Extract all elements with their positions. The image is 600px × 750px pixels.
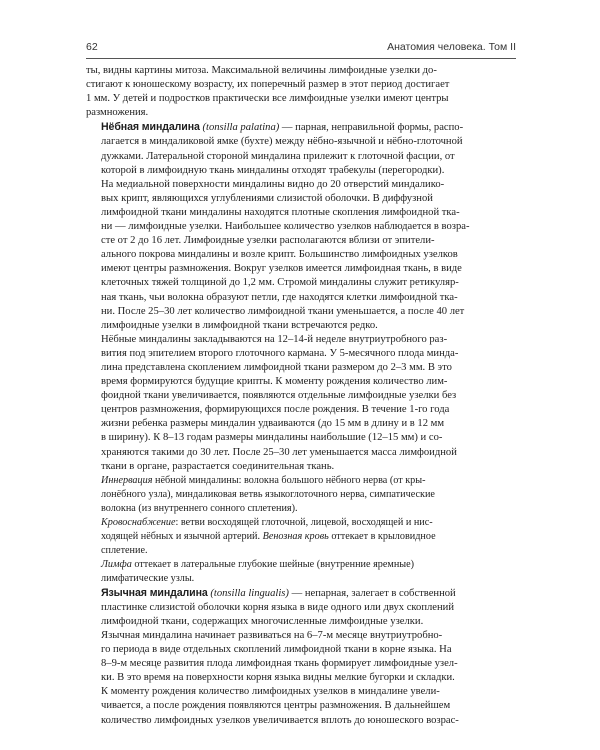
text-line: Лимфа оттекает в латеральные глубокие шейные (внутренние яремные) xyxy=(101,558,415,570)
text-line: вития под эпителием второго глоточного кармана. У 5-месячного плода минда- xyxy=(101,347,459,359)
text-line: К моменту рождения количество лимфоидных узелков в миндалине увели- xyxy=(101,686,440,698)
text-line: жизни ребенка размеры миндалин удваиваются (до 15 мм в длину и в 12 мм xyxy=(101,418,445,430)
text-line: го периода в виде отдельных скоплений лимфоидной ткани в корне языка. На xyxy=(101,644,452,656)
text-line: время формируются будущие крипты. К моменту рождения количество лим- xyxy=(101,376,448,388)
text-line: ткани в органе, разрастается соединительная ткань. xyxy=(101,460,335,472)
lead-lymph: Лимфа xyxy=(101,558,132,570)
text-line: размножения. xyxy=(86,107,149,119)
running-title: Анатомия человека. Том II xyxy=(387,41,516,53)
paragraph-3 xyxy=(86,178,516,333)
text-line: лина представлена скоплением лимфоидной ткани размером до 2–3 мм. В это xyxy=(101,361,452,373)
paragraph-1 xyxy=(86,64,516,120)
text-line: ная ткань, чьи волокна образуют петли, где находятся клетки лимфоидной тка- xyxy=(101,291,458,303)
paragraph-lingual-tonsil xyxy=(86,586,516,629)
text-line: фоидной ткани увеличивается, появляются отдельные лимфоидные узелки без xyxy=(101,390,457,402)
text-line: пластинке слизистой оболочки корня языка в виде одного или двух скоплений xyxy=(101,601,454,613)
text-line: 1 мм. У детей и подростков практически все лимфоидные узелки имеют центры xyxy=(86,93,449,105)
text-line: лимфатические узлы. xyxy=(101,572,195,584)
text-line: ходящей нёбных и язычной артерий. Венозная кровь оттекает в крыловидное xyxy=(101,530,436,542)
text-line: лонёбного узла), миндаликовая ветвь языкоглоточного нерва, симпатические xyxy=(101,488,435,500)
paragraph-9 xyxy=(86,629,516,728)
paragraph-4 xyxy=(86,333,516,474)
lead-innervation: Иннервация xyxy=(101,474,153,486)
text-line: вых крипт, являющихся углублениями слизистой оболочки. В диффузной xyxy=(101,192,433,204)
paragraph-palatine-tonsil xyxy=(86,120,516,177)
text-line: количество лимфоидных узелков увеличивается вплоть до юношеского возрас- xyxy=(101,714,459,726)
text-line: ни — лимфоидные узелки. Наибольшее количество узелков наблюдается в возра- xyxy=(101,221,470,233)
text-line: Иннервация нёбной миндалины: волокна большого нёбного нерва (от кры- xyxy=(101,474,426,486)
text-line: дужками. Латеральной стороной миндалина прилежит к глоточной фасции, от xyxy=(101,150,455,162)
text-line: На медиальной поверхности миндалины видно до 20 отверстий миндалико- xyxy=(101,178,445,190)
text-line: храняются такими до 30 лет. После 25–30 лет уменьшается масса лимфоидной xyxy=(101,446,457,458)
page-number: 62 xyxy=(86,41,98,53)
paragraph-blood-supply xyxy=(86,516,516,558)
text-line: клеточных тяжей толщиной до 1,2 мм. Стромой миндалины служит ретикуляр- xyxy=(101,277,459,289)
text-line: лагается в миндаликовой ямке (бухте) между нёбно-язычной и нёбно-глоточной xyxy=(101,136,463,148)
text-line: Нёбная миндалина (tonsilla palatina) — парная, неправильной формы, распо- xyxy=(101,121,464,134)
text-line: сте от 2 до 16 лет. Лимфоидные узелки располагаются вблизи от эпители- xyxy=(101,235,435,247)
lead-venous-blood: Венозная кровь xyxy=(262,530,329,542)
text-line: центров размножения, формирующихся после рождения. В течение 1-го года xyxy=(101,404,450,416)
paragraph-lymph xyxy=(86,558,516,586)
text-line: которой в лимфоидную ткань миндалины отходят трабекулы (перегородки). xyxy=(101,164,445,176)
latin-term: (tonsilla palatina) xyxy=(202,122,280,134)
text-line: лимфоидной ткани, содержащих многочисленные лимфоидные узелки. xyxy=(101,615,424,627)
text-line: ты, видны картины митоза. Максимальной величины лимфоидные узелки до- xyxy=(86,65,437,76)
text-line: в ширину). К 8–13 годам размеры миндалины наибольшие (12–15 мм) и со- xyxy=(101,432,443,444)
term-lingual-tonsil: Язычная миндалина xyxy=(101,586,208,599)
text-line: имеют центры размножения. Вокруг узелков имеется лимфоидная ткань, в виде xyxy=(101,263,462,275)
text-line: ального покрова миндалины и возле крипт. Большинство лимфоидных узелков xyxy=(101,249,458,261)
text-line: лимфоидной ткани миндалины находятся плотные скопления лимфоидной тка- xyxy=(101,206,460,218)
text-line: волокна (из внутреннего сонного сплетения). xyxy=(101,502,298,514)
paragraph-innervation xyxy=(86,474,516,516)
text-line: чивается, а после рождения появляются центры размножения. В дальнейшем xyxy=(101,700,451,712)
text-line: Язычная миндалина (tonsilla lingualis) — непарная, залегает в собственной xyxy=(101,586,456,599)
text-line: ни. После 25–30 лет количество лимфоидной ткани уменьшается, а после 40 лет xyxy=(101,305,465,317)
text-line: Нёбные миндалины закладываются на 12–14-й неделе внутриутробного раз- xyxy=(101,333,448,345)
lead-blood-supply: Кровоснабжение xyxy=(101,516,176,528)
text-line: стигают к юношескому возрасту, их поперечный размер в этот период достигает xyxy=(86,79,450,91)
text-line: Язычная миндалина начинает развиваться на 6–7-м месяце внутриутробно- xyxy=(101,630,443,641)
term-palatine-tonsil: Нёбная миндалина xyxy=(101,121,200,134)
text-line: 8–9-м месяце развития плода лимфоидная ткань формирует лимфоидные узел- xyxy=(101,658,458,670)
text-line: Кровоснабжение: ветви восходящей глоточной, лицевой, восходящей и нис- xyxy=(101,516,433,528)
header-rule xyxy=(86,58,516,59)
text-line: лимфоидные узелки в лимфоидной ткани встречаются редко. xyxy=(101,319,378,331)
text-line: сплетение. xyxy=(101,544,148,556)
text-line: ки. В это время на поверхности корня языка видны мелкие бугорки и складки. xyxy=(101,672,455,684)
latin-term: (tonsilla lingualis) xyxy=(210,587,289,599)
page-body xyxy=(86,64,516,728)
